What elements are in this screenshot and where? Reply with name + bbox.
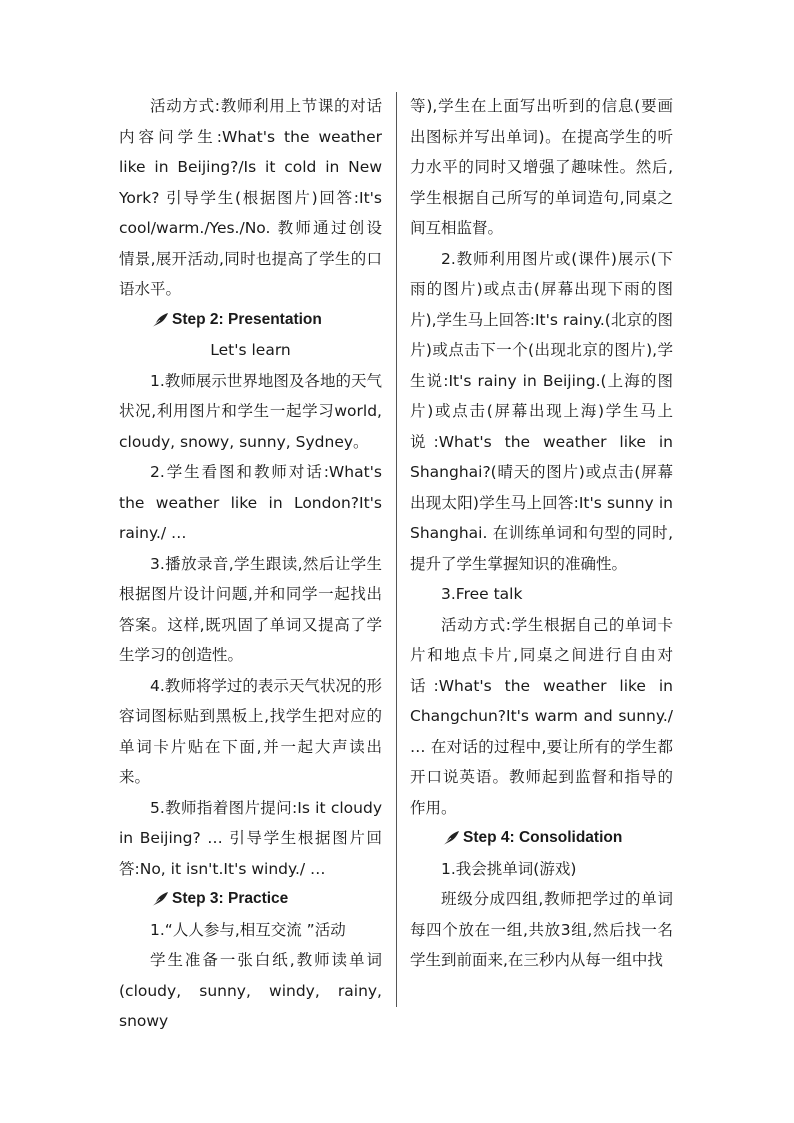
paragraph: 1.教师展示世界地图及各地的天气状况,利用图片和学生一起学习world, cloudy, snowy, sunny, Sydney。 <box>119 371 382 451</box>
paragraph: 2.学生看图和教师对话:What's the weather like in London?It's rainy./ … <box>119 463 382 542</box>
paragraph: 等),学生在上面写出听到的信息(要画出图标并写出单词)。在提高学生的听力水平的同时又增强了趣味性。然后,学生根据自己所写的单词造句,同桌之间互相监督。 <box>410 97 673 237</box>
paragraph: 学生准备一张白纸,教师读单词(cloudy, sunny, windy, rainy, snowy <box>119 951 382 1030</box>
step-heading <box>119 305 382 336</box>
paragraph: 3.播放录音,学生跟读,然后让学生根据图片设计问题,并和同学一起找出答案。这样,既巩固了单词又提高了学生学习的创造性。 <box>119 554 382 664</box>
step-heading <box>119 884 382 915</box>
quill-icon <box>151 312 169 328</box>
paragraph: 1.“人人参与,相互交流 ”活动 <box>150 920 346 939</box>
paragraph: 1.我会挑单词(游戏) <box>441 859 577 878</box>
step-title: Step 2: Presentation <box>172 310 322 328</box>
paragraph: 班级分成四组,教师把学过的单词每四个放在一组,共放3组,然后找一名学生到前面来,在三秒内从每一组中找 <box>410 890 673 969</box>
paragraph: 4.教师将学过的表示天气状况的形容词图标贴到黑板上,找学生把对应的单词卡片贴在下面,并一起大声读出来。 <box>119 676 382 786</box>
step-title: Step 4: Consolidation <box>463 829 623 846</box>
quill-icon <box>151 891 169 907</box>
paragraph: 2.教师利用图片或(课件)展示(下雨的图片)或点击(屏幕出现下雨的图片),学生马上回答:It's rainy.(北京的图片)或点击下一个(出现北京的图片),学生说:It's rainy in Beijing.(上海的图片)或点击(屏幕出现上海)学生马上说:What's the weather like in Shanghai?(晴天的图片)或点击(屏幕出现太阳)学生马上回答:It's sunny in Shanghai. 在训练单词和句型的同时,提升了学生掌握知识的准确性。 <box>410 249 673 573</box>
step-title: Step 3: Practice <box>172 890 289 907</box>
paragraph: 活动方式:教师利用上节课的对话内容问学生:What's the weather like in Beijing?/Is it cold in New York? 引导学生(根据图片)回答:It's cool/warm./Yes./No. 教师通过创设情景,展开活动,同时也提高了学生的口语水平。 <box>119 97 382 298</box>
left-column <box>119 91 382 1037</box>
step-heading <box>410 823 673 854</box>
paragraph: 3.Free talk <box>441 585 523 603</box>
paragraph: 5.教师指着图片提问:Is it cloudy in Beijing? … 引导学生根据图片回答:No, it isn't.It's windy./ … <box>119 798 382 878</box>
right-column <box>410 91 673 976</box>
subheading: Let's learn <box>210 341 291 359</box>
paragraph: 活动方式:学生根据自己的单词卡片和地点卡片,同桌之间进行自由对话:What's the weather like in Changchun?It's warm and sunny./ … 在对话的过程中,要让所有的学生都开口说英语。教师起到监督和指导的作用。 <box>410 615 673 817</box>
column-divider <box>396 92 397 1007</box>
quill-icon <box>442 830 460 846</box>
